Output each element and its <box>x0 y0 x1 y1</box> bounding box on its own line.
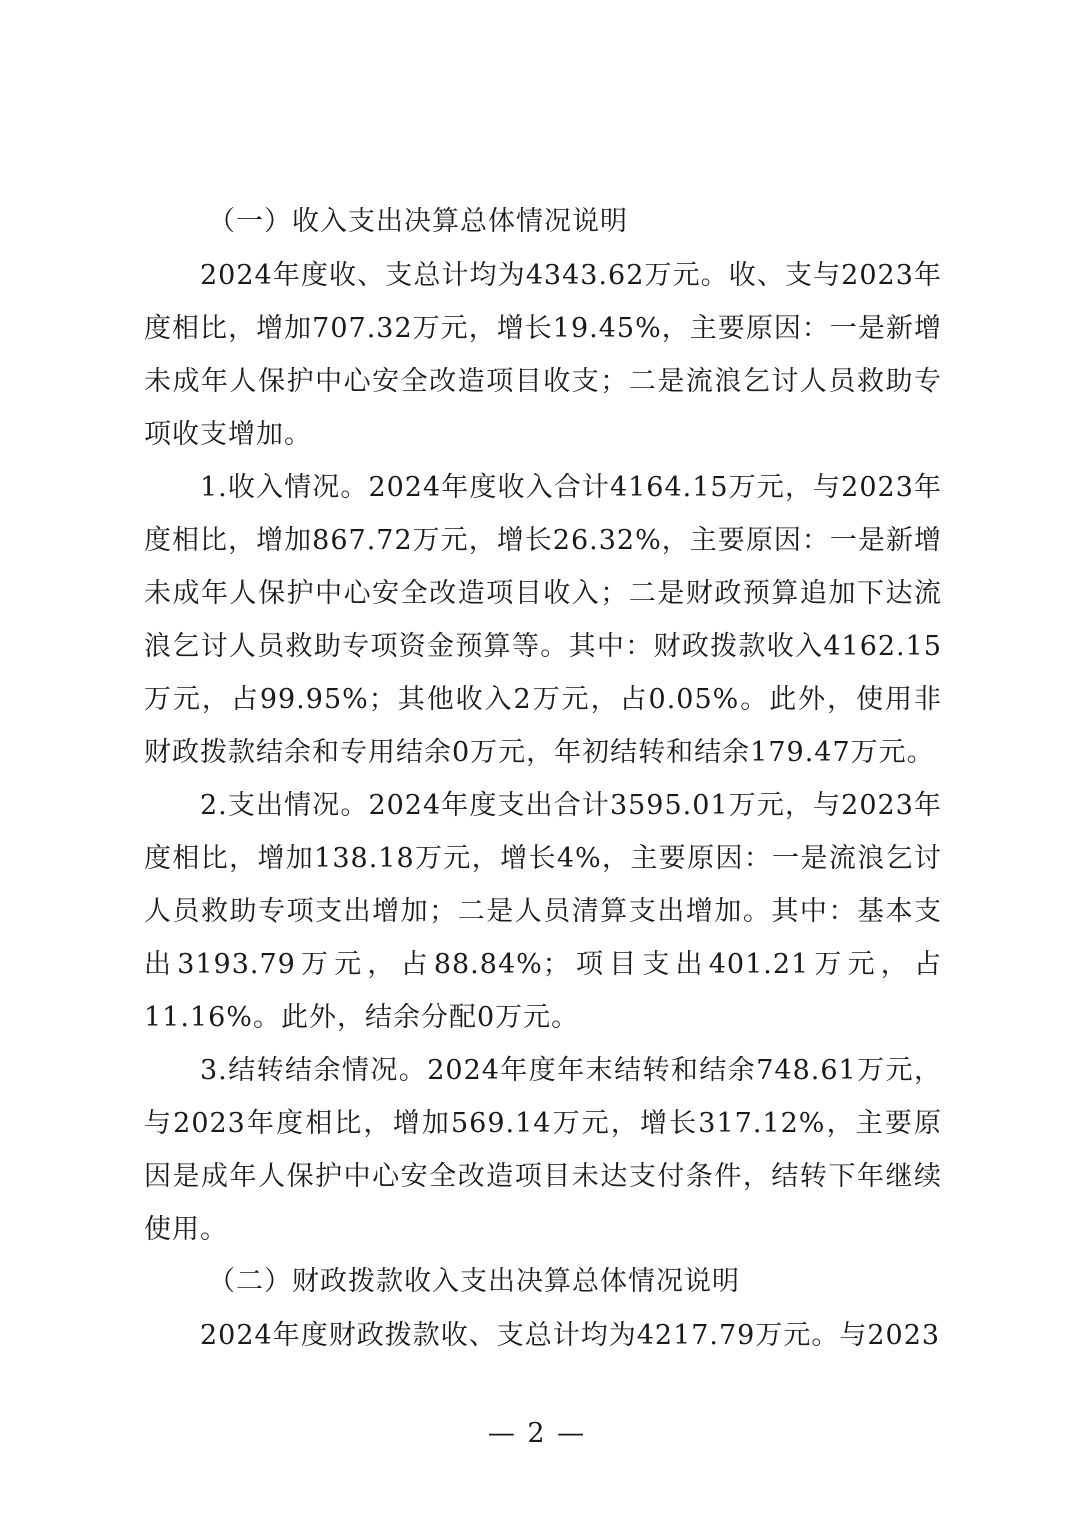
document-body <box>144 196 942 1362</box>
section-heading-1: （一）收入支出决算总体情况说明 <box>208 206 628 237</box>
section-heading-2: （二）财政拨款收入支出决算总体情况说明 <box>208 1266 740 1297</box>
paragraph-expenditure: 2.支出情况。2024年度支出合计3595.01万元，与2023年度相比，增加138.18万元，增长4%，主要原因：一是流浪乞讨人员救助专项支出增加；二是人员清算支出增加。其中：基本支出3193.79万元，占88.84%；项目支出401.21万元，占11.16%。此外，结余分配0万元。 <box>144 790 942 1033</box>
paragraph-income: 1.收入情况。2024年度收入合计4164.15万元，与2023年度相比，增加867.72万元，增长26.32%，主要原因：一是新增未成年人保护中心安全改造项目收入；二是财政预算追加下达流浪乞讨人员救助专项资金预算等。其中：财政拨款收入4162.15万元，占99.95%；其他收入2万元，占0.05%。此外，使用非财政拨款结余和专用结余0万元，年初结转和结余179.47万元。 <box>144 472 942 768</box>
page-number: — 2 — <box>487 1418 587 1449</box>
paragraph-carryover: 3.结转结余情况。2024年度年末结转和结余748.61万元，与2023年度相比，增加569.14万元，增长317.12%，主要原因是成年人保护中心安全改造项目未达支付条件，结转下年继续使用。 <box>144 1055 942 1245</box>
paragraph-fiscal-summary: 2024年度财政拨款收、支总计均为4217.79万元。与2023 <box>200 1320 941 1351</box>
paragraph-total-summary: 2024年度收、支总计均为4343.62万元。收、支与2023年度相比，增加707.32万元，增长19.45%，主要原因：一是新增未成年人保护中心安全改造项目收支；二是流浪乞讨人员救助专项收支增加。 <box>144 260 942 450</box>
